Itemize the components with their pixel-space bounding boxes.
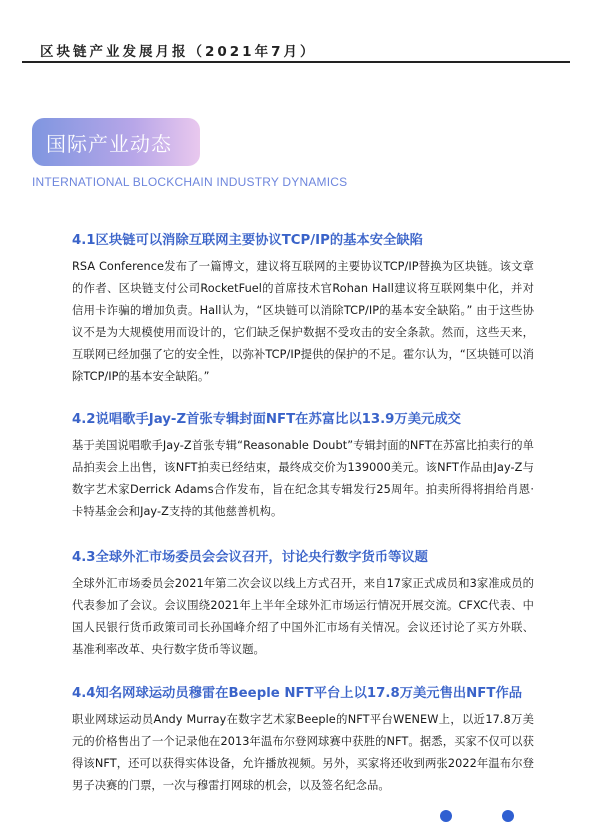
section-badge-label: 国际产业动态 bbox=[46, 132, 172, 156]
article-body: 基于美国说唱歌手Jay-Z首张专辑“Reasonable Doubt”专辑封面的NFT在苏富比拍卖行的单品拍卖会上出售，该NFT拍卖已经结束，最终成交价为139000美元。该NFT作品由Jay-Z与数字艺术家Derrick Adams合作发布，旨在纪念其专辑发行25周年。拍卖所得将捐给肖恩·卡特基金会和Jay-Z支持的其他慈善机构。 bbox=[72, 439, 534, 518]
article-4-4 bbox=[72, 685, 534, 797]
footer-logos bbox=[440, 808, 560, 819]
footer-logo-icon bbox=[502, 810, 514, 822]
article-4-1 bbox=[72, 232, 534, 388]
section-subtitle: INTERNATIONAL BLOCKCHAIN INDUSTRY DYNAMICS bbox=[32, 175, 348, 189]
footer-logo-icon bbox=[440, 810, 452, 822]
article-body: RSA Conference发布了一篇博文，建议将互联网的主要协议TCP/IP替换为区块链。该文章的作者、区块链支付公司RocketFuel的首席技术官Rohan Hall建议将互联网集中化，并对信用卡诈骗的增加负责。Hall认为，“区块链可以消除TCP/IP的基本安全缺陷。” 由于这些协议不是为大规模使用而设计的，它们缺乏保护数据不受攻击的安全条款。然而，这些天来，互联网已经加强了它的安全性，以弥补TCP/IP提供的保护的不足。霍尔认为，“区块链可以消除TCP/IP的基本安全缺陷。” bbox=[72, 260, 534, 383]
header-divider bbox=[22, 61, 570, 63]
section-badge bbox=[32, 118, 200, 166]
article-title: 4.3全球外汇市场委员会会议召开，讨论央行数字货币等议题 bbox=[72, 550, 428, 565]
article-body: 职业网球运动员Andy Murray在数字艺术家Beeple的NFT平台WENEW上，以近17.8万美元的价格售出了一个记录他在2013年温布尔登网球赛中获胜的NFT。据悉，买家不仅可以获得该NFT，还可以获得实体设备，允许播放视频。另外，买家将还收到两张2022年温布尔登男子决赛的门票，一次与穆雷打网球的机会，以及签名纪念品。 bbox=[72, 713, 534, 792]
article-title: 4.1区块链可以消除互联网主要协议TCP/IP的基本安全缺陷 bbox=[72, 233, 423, 248]
article-title: 4.2说唱歌手Jay-Z首张专辑封面NFT在苏富比以13.9万美元成交 bbox=[72, 412, 461, 427]
article-title: 4.4知名网球运动员穆雷在Beeple NFT平台上以17.8万美元售出NFT作品 bbox=[72, 686, 523, 701]
report-title: 区块链产业发展月报（2021年7月） bbox=[40, 44, 317, 60]
article-body: 全球外汇市场委员会2021年第二次会议以线上方式召开，来自17家正式成员和3家准成员的代表参加了会议。会议围绕2021年上半年全球外汇市场运行情况开展交流。CFXC代表、中国人民银行货币政策司司长孙国峰介绍了中国外汇市场有关情况。会议还讨论了买方外联、基准利率改革、央行数字货币等议题。 bbox=[72, 577, 534, 656]
article-4-3 bbox=[72, 549, 534, 661]
article-4-2 bbox=[72, 411, 534, 523]
